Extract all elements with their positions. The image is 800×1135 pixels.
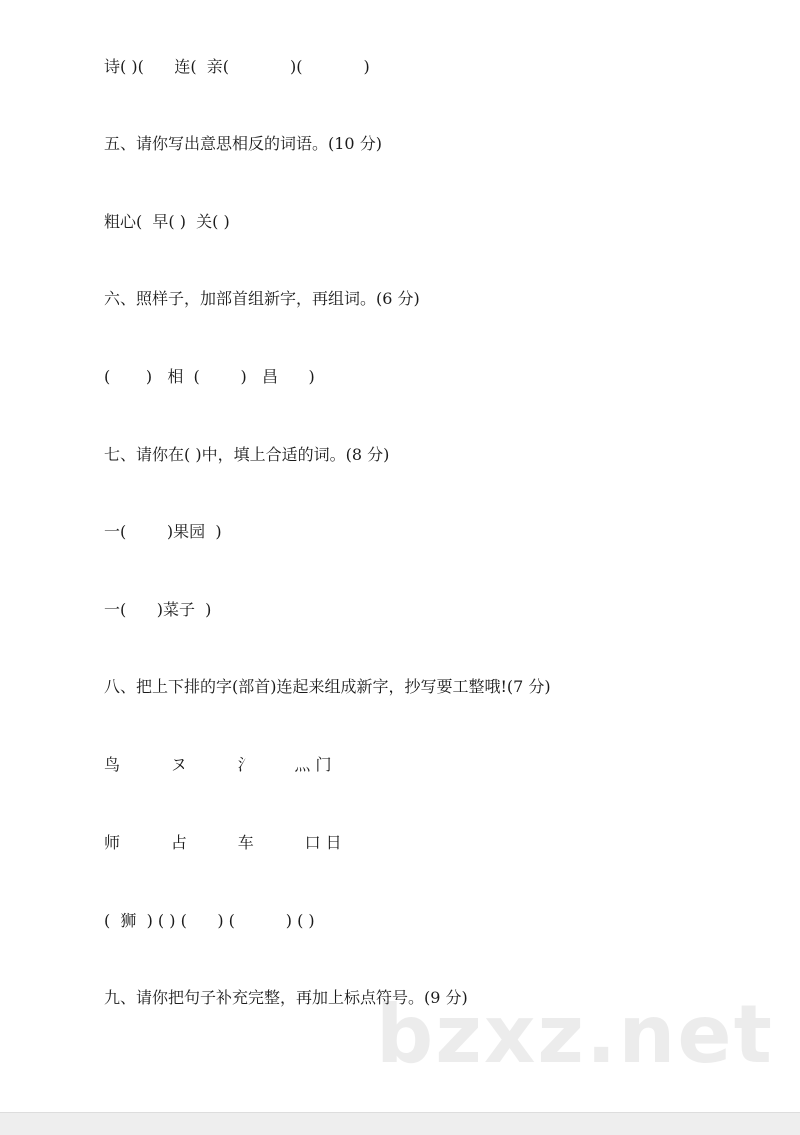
section-eight-heading: 八、把上下排的字(部首)连起来组成新字，抄写要工整哦!(7 分) — [104, 677, 551, 696]
watermark-logo: bzxz.net — [376, 988, 774, 1081]
section-seven-heading: 七、请你在( )中，填上合适的词。(8 分) — [104, 445, 390, 464]
measure-word-line-vegetable: 一( )菜子 ) — [104, 600, 212, 619]
lower-row-characters: 师 占 车 口 日 — [104, 833, 342, 852]
section-nine-heading: 九、请你把句子补充完整，再加上标点符号。(9 分) — [104, 988, 468, 1007]
page-footer-band — [0, 1112, 800, 1135]
upper-row-characters: 鸟 ヌ 氵 灬 门 — [104, 755, 332, 774]
fill-in-line-poem: 诗( )( 连( 亲( )( ) — [104, 57, 370, 76]
section-five-heading: 五、请你写出意思相反的词语。(10 分) — [104, 134, 382, 153]
measure-word-line-orchard: 一( )果园 ) — [104, 522, 222, 541]
radical-line: ( ) 相 ( ) 昌 ) — [104, 367, 315, 386]
answer-row: ( 狮 ) ( ) ( ) ( ) ( ) — [104, 911, 315, 930]
section-six-heading: 六、照样子，加部首组新字，再组词。(6 分) — [104, 289, 420, 308]
antonym-line: 粗心( 早( ) 关( ) — [104, 212, 230, 231]
